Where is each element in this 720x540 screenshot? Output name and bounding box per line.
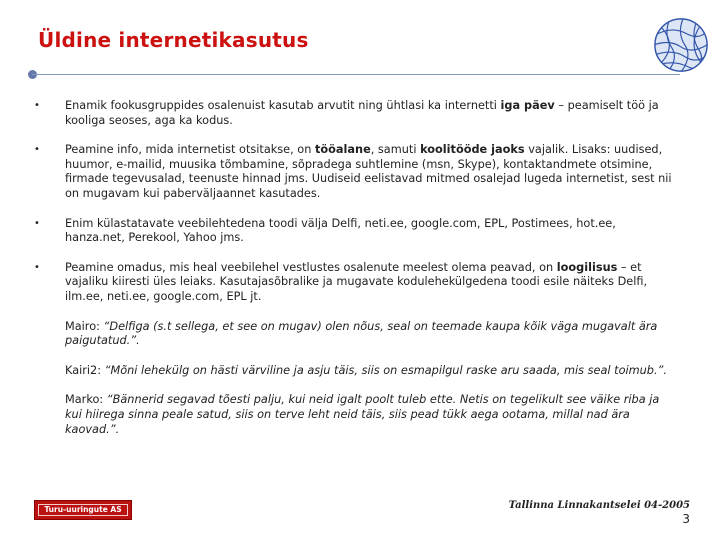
footer-source: Tallinna Linnakantselei 04-2005 (508, 500, 690, 511)
bullet-text: Peamine omadus, mis heal veebilehel vestlustes osalenute meelest olema peavad, on (65, 260, 557, 274)
bullet-text: , samuti (370, 143, 421, 157)
bullet-item (34, 217, 674, 246)
bullet-item (34, 261, 674, 305)
quote-text: “Delfiga (s.t sellega, et see on mugav) olen nõus, seal on teemade kaupa kõik väga mugavalt ära paigutatud.”. (65, 319, 658, 348)
page-number: 3 (682, 512, 690, 526)
bullet-text: Enamik fookusgruppides osalenuist kasutab arvutit ning ühtlasi ka internetti (65, 99, 501, 112)
quote-item (34, 364, 674, 379)
bullet-text: Peamine info, mida internetist otsitakse, on (65, 143, 315, 157)
slide-content (34, 99, 674, 452)
bullet-emphasis: loogilisus (556, 260, 618, 274)
quote-speaker: Mairo: (65, 319, 104, 333)
bullet-text: – peamiselt töö ja kooliga seoses, aga ka kodus. (65, 99, 659, 127)
quote-item (34, 320, 674, 349)
bullet-emphasis: koolitööde jaoks (420, 143, 525, 157)
bullet-item (34, 143, 674, 201)
bullet-item (34, 99, 674, 128)
quote-speaker: Kairi2: (65, 363, 105, 377)
bullet-text: Enim külastatavate veebilehtedena toodi välja Delfi, neti.ee, google.com, EPL, Postimees, hot.ee, hanza.net, Perekool, Yahoo jms. (65, 216, 616, 245)
bullet-list (34, 99, 674, 305)
quote-text: “Bännerid segavad tõesti palju, kui neid igalt poolt tuleb ette. Netis on tegelikult see väike riba ja kui hiirega sinna peale satud, siis on terve leht neid täis, siis pead tükk aega ootama, millal nad ära kaovad.”. (65, 393, 660, 436)
quote-item (34, 393, 674, 437)
bullet-emphasis: tööalane (314, 143, 371, 157)
globe-logo-icon (652, 16, 710, 74)
title-rule (32, 74, 680, 75)
quote-text: “Mõni lehekülg on hästi värviline ja asju täis, siis on esmapilgul raske aru saada, mis seal toimub.”. (104, 363, 667, 377)
bullet-icon: • (34, 217, 40, 229)
company-logo-text: Turu-uuringute AS (38, 504, 128, 516)
quote-speaker: Marko: (65, 393, 107, 407)
bullet-text: vajalik. Lisaks: uudised, huumor, e-mailid, muusika tõmbamine, sõpradega suhtlemine (msn, Skype), kontaktandmete otsimine, firmade tegevusalad, teenuste hinnad jms. Uudiseid eelistavad mitmed osalejad lugeda internetist, sest nii on mugavam kui paberväljaannet kasutades. (65, 143, 672, 200)
bullet-icon: • (34, 144, 40, 156)
bullet-text: – et vajaliku kiiresti üles leiaks. Kasutajasõbralike ja mugavate kodulehekülgedena toodi esile näiteks Delfi, ilm.ee, neti.ee, google.com, EPL jt. (65, 260, 648, 303)
quote-list (34, 320, 674, 438)
company-logo (34, 500, 132, 520)
bullet-icon: • (34, 261, 40, 273)
bullet-icon: • (34, 100, 40, 111)
bullet-emphasis: iga päev (500, 99, 555, 112)
slide-title: Üldine internetikasutus (38, 28, 309, 52)
